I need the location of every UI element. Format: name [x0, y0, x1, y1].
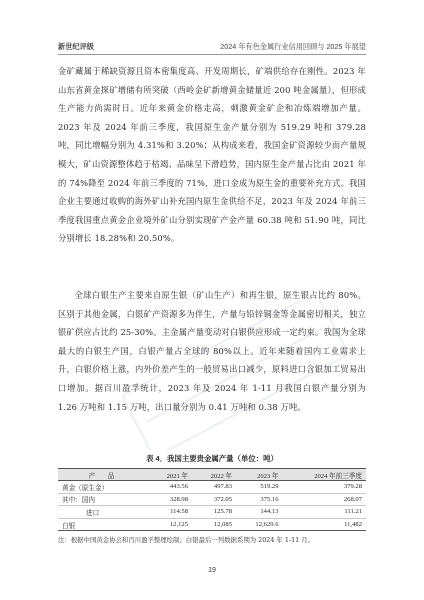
header-divider [58, 54, 366, 55]
table-cell: 443.56 [148, 481, 192, 494]
table-cell: 519.29 [236, 481, 282, 494]
table-cell: 12,085 [192, 518, 236, 531]
row-label: 其中：国内 [58, 493, 148, 506]
paragraph-gold-text: 金矿藏属于稀缺资源且资本密集度高、开发周期长，矿端供给存在刚性。2023 年山东省黄金探矿增储有所突破（西岭金矿新增黄金储量近 200 吨金属量），但形成生产能力尚需时日。近年来黄金价格走高，刺激黄金矿企和冶炼端增加产量。2023 年及 2024 年前三季度，我国原生金产量分别为 519.29 吨和 379.28 吨，同比增幅分别为 4.31%和 3.20%；从构成来看，我国金矿资源较少而产量规模大，矿山资源整体趋于枯竭、品味呈下滑趋势，国内原生金产量占比由 2021 年的 74%降至 2024 年前三季度的 71%，进口金成为原生金的重要补充方式。我国企业主要通过收购的海外矿山补充国内原生金供给不足，2023 年及 2024 年前三季度我国重点黄金企业境外矿山分别实现矿产金产量 60.38 吨和 51.90 吨，同比分别增长 18.28%和 20.50%。 [58, 66, 366, 244]
column-header-2022: 2022 年 [192, 469, 236, 481]
page-number: 19 [208, 567, 216, 574]
precious-metal-production-table [58, 468, 366, 531]
column-header-product: 产 品 [58, 469, 148, 481]
table-cell: 379.28 [283, 481, 367, 494]
paragraph-silver-text: 全球白银生产主要来自原生银（矿山生产）和再生银，原生银占比约 80%。区别于其他金属，白银矿产资源多为伴生，产量与铅锌铜金等金属密切相关，独立银矿供应占比约 25-30%。主金属产量变动对白银供应形成一定约束。我国为全球最大的白银生产国，白银产量占全球的 80%以上。近年来随着国内工业需求上升，白银价格上涨，内外价差产生的一般贸易出口减少，原料进口含银加工贸易出口增加。据百川盈孚统计，2023 年及 2024 年 1-11 月我国白银产量分别为 1.26 万吨和 1.15 万吨，出口量分别为 0.41 万吨和 0.38 万吨。 [58, 290, 366, 412]
header-brand: 新世纪评级 [58, 42, 94, 51]
column-header-2023: 2023 年 [236, 469, 282, 481]
table-row [58, 506, 366, 519]
table-row [58, 493, 366, 506]
table-cell: 375.16 [236, 493, 282, 506]
table-row [58, 518, 366, 531]
table-cell: 268.07 [283, 493, 367, 506]
table-header-row [58, 469, 366, 481]
table-cell: 11,482 [283, 518, 367, 531]
column-header-2024q3: 2024 年前三季度 [283, 469, 367, 481]
table-cell: 12,125 [148, 518, 192, 531]
header-report-title: 2024 年有色金属行业信用回顾与 2025 年展望 [220, 42, 366, 51]
table-cell: 114.58 [148, 506, 192, 519]
table-row [58, 481, 366, 494]
table-cell: 328.98 [148, 493, 192, 506]
table-note: 注：根据中国黄金协会和百川盈孚整理绘制；白银最后一列数据系期为 2024 年 1-11 月。 [58, 536, 315, 544]
row-label: 进口 [58, 506, 148, 519]
table-cell: 144.13 [236, 506, 282, 519]
row-label: 黄金（原生金） [58, 481, 148, 494]
paragraph-gold [58, 62, 366, 248]
table-cell: 12,629.6 [236, 518, 282, 531]
table-title: 表 4．我国主要贵金属产量（单位：吨） [146, 454, 278, 463]
table-cell: 125.78 [192, 506, 236, 519]
paragraph-silver [58, 286, 366, 416]
page-header [58, 41, 366, 53]
table-cell: 497.83 [192, 481, 236, 494]
table-cell: 372.05 [192, 493, 236, 506]
table-cell: 111.21 [283, 506, 367, 519]
column-header-2021: 2021 年 [148, 469, 192, 481]
row-label: 白银 [58, 518, 148, 531]
